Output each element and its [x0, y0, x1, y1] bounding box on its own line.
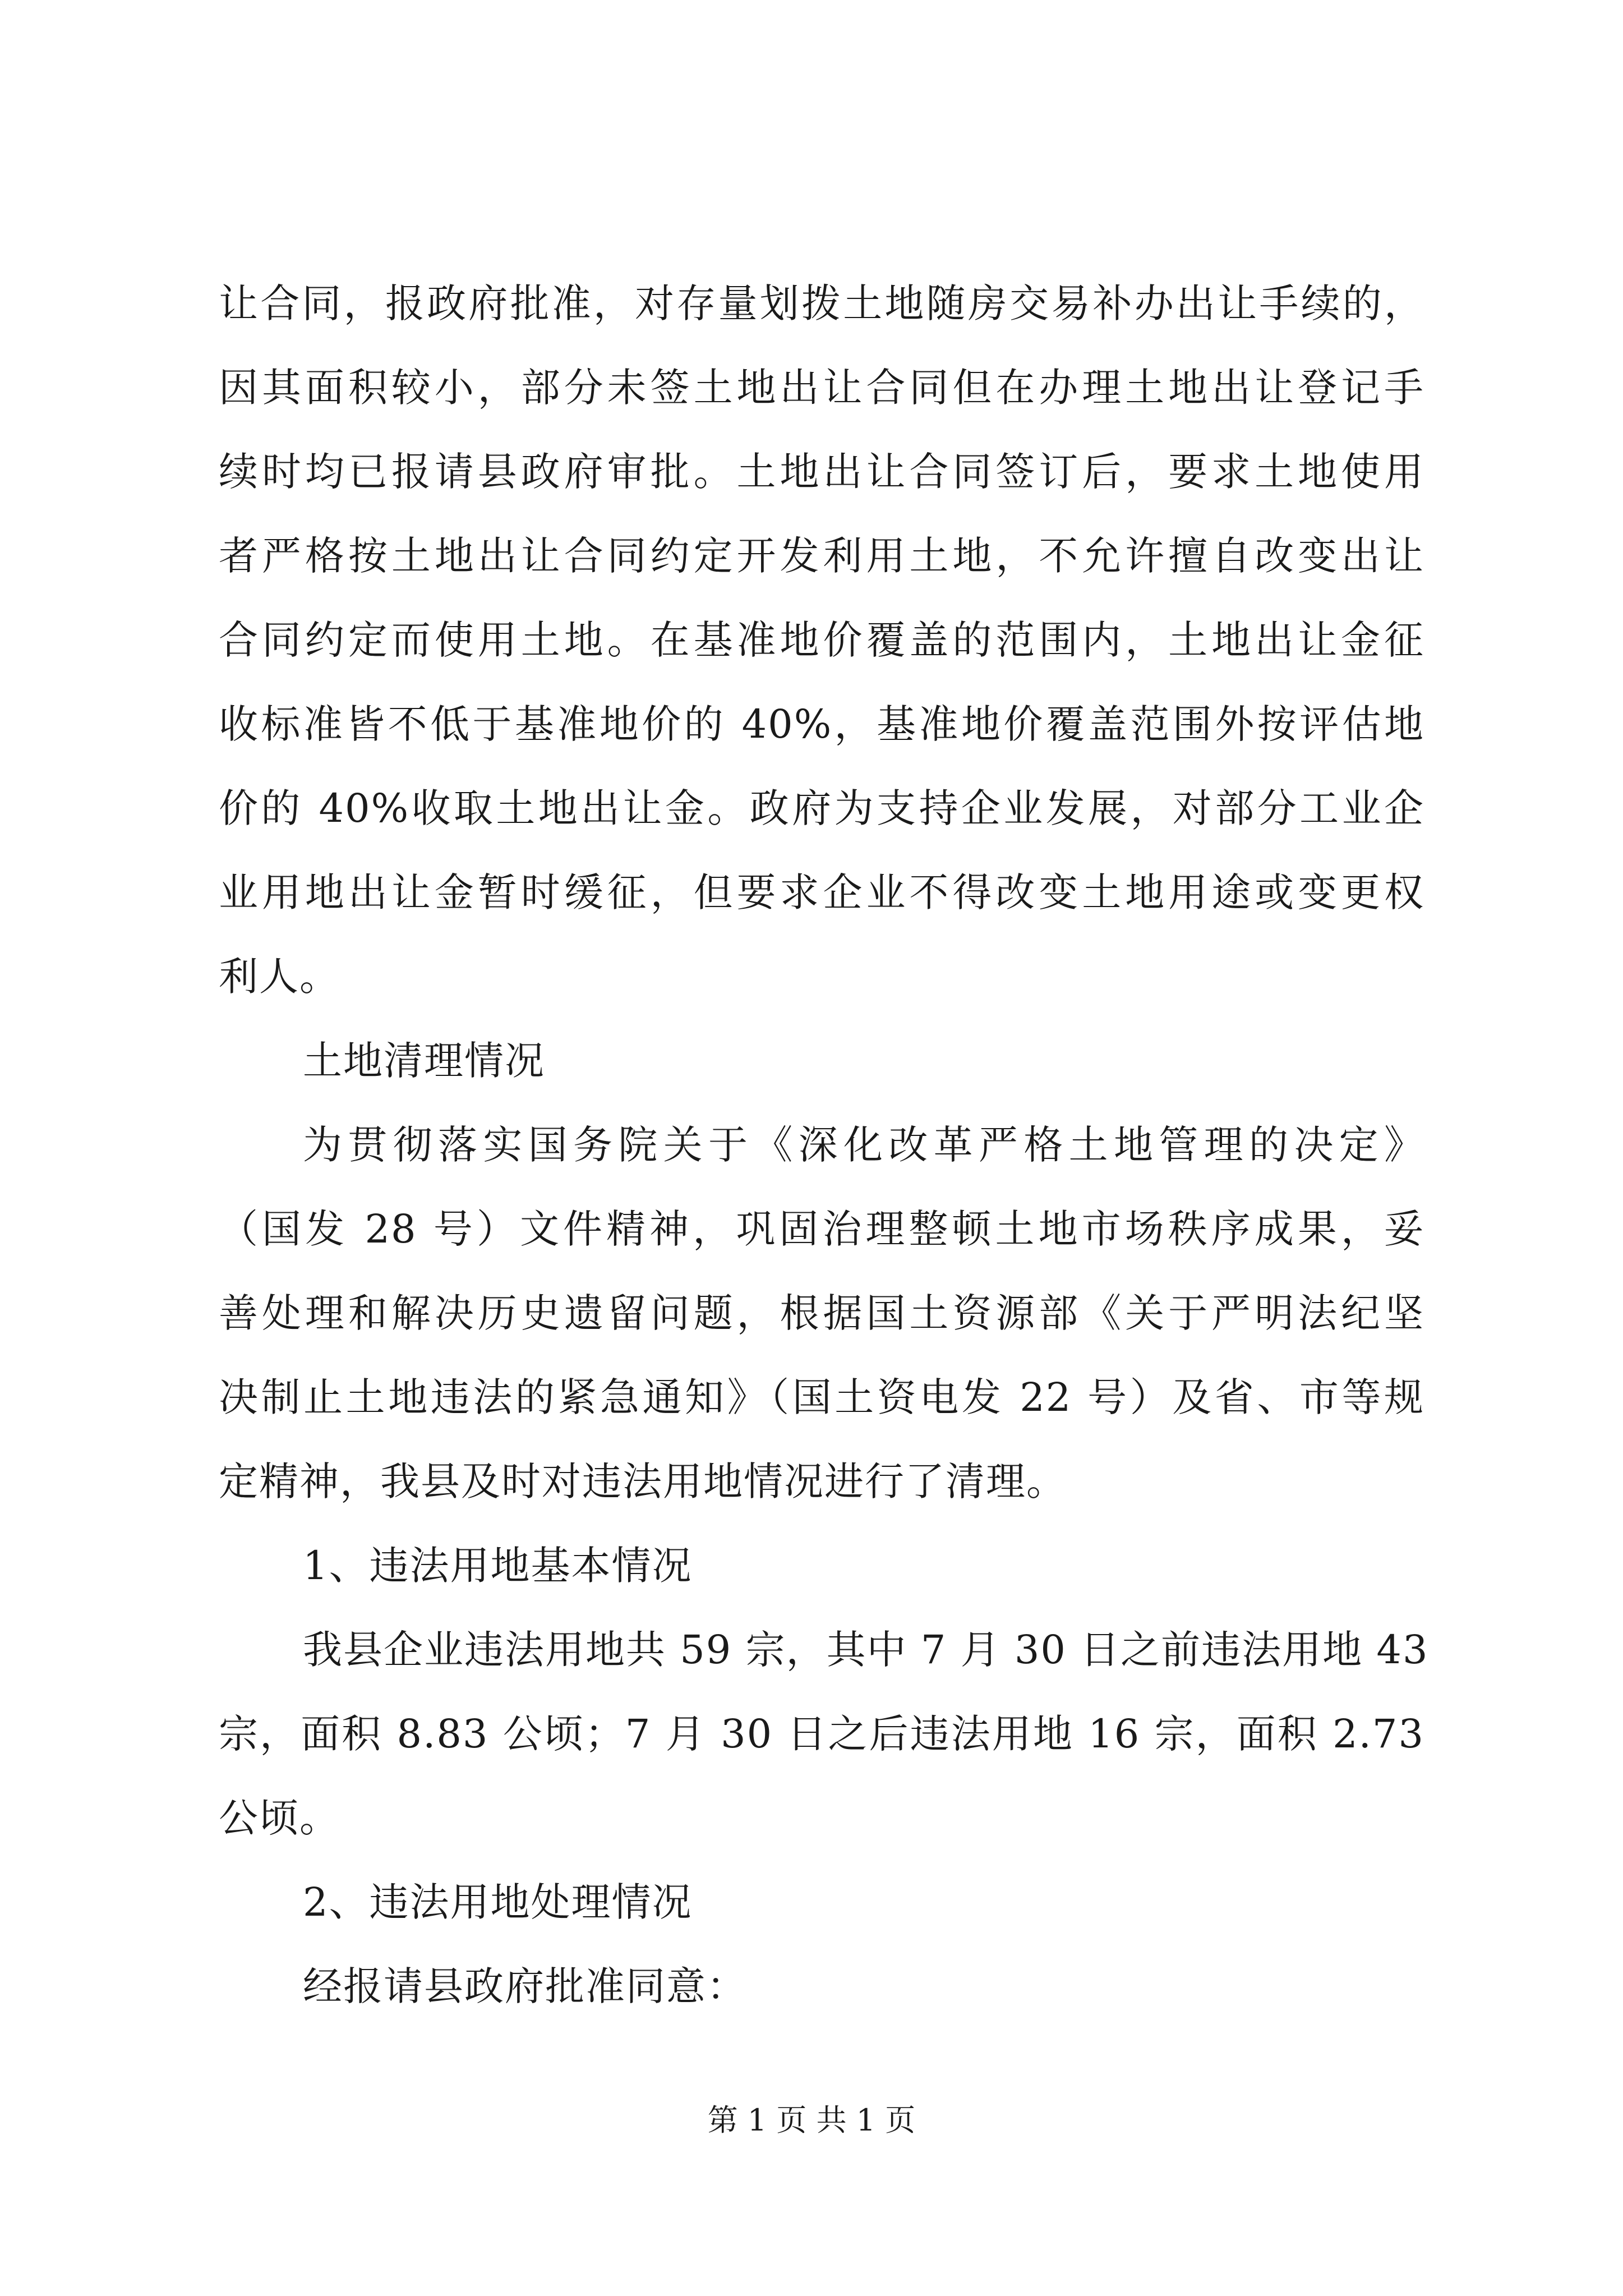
- paragraph-line: 让合同，报政府批准，对存量划拨土地随房交易补办出让手续的，: [219, 280, 1424, 326]
- subsection-heading: 2、违法用地处理情况: [303, 1879, 693, 1925]
- paragraph-line: 利人。: [219, 954, 340, 1000]
- paragraph-line: 价的 40%收取土地出让金。政府为支持企业发展，对部分工业企: [219, 785, 1424, 831]
- paragraph-line: 业用地出让金暂时缓征，但要求企业不得改变土地用途或变更权: [219, 869, 1424, 915]
- page-footer: 第 1 页 共 1 页: [707, 2102, 916, 2138]
- paragraph-line: 定精神，我县及时对违法用地情况进行了清理。: [219, 1458, 1067, 1504]
- paragraph-line: 收标准皆不低于基准地价的 40%，基准地价覆盖范围外按评估地: [219, 701, 1424, 747]
- paragraph-line: （国发 28 号）文件精神，巩固治理整顿土地市场秩序成果，妥: [219, 1206, 1424, 1252]
- paragraph-line: 宗，面积 8.83 公顷；7 月 30 日之后违法用地 16 宗，面积 2.73: [219, 1711, 1424, 1757]
- section-heading: 土地清理情况: [303, 1038, 545, 1084]
- paragraph-line: 合同约定而使用土地。在基准地价覆盖的范围内，土地出让金征: [219, 617, 1424, 663]
- paragraph-line: 者严格按土地出让合同约定开发利用土地，不允许擅自改变出让: [219, 533, 1424, 579]
- paragraph-line: 因其面积较小，部分未签土地出让合同但在办理土地出让登记手: [219, 365, 1424, 411]
- paragraph-line: 决制止土地违法的紧急通知》（国土资电发 22 号）及省、市等规: [219, 1374, 1424, 1420]
- subsection-heading: 1、违法用地基本情况: [303, 1543, 693, 1589]
- paragraph-line: 公顷。: [219, 1795, 340, 1841]
- paragraph-line: 为贯彻落实国务院关于《深化改革严格土地管理的决定》: [303, 1122, 1424, 1168]
- paragraph-line: 我县企业违法用地共 59 宗，其中 7 月 30 日之前违法用地 43: [303, 1627, 1429, 1673]
- paragraph-line: 续时均已报请县政府审批。土地出让合同签订后，要求土地使用: [219, 449, 1424, 495]
- paragraph-line: 经报请县政府批准同意：: [303, 1963, 747, 2009]
- paragraph-line: 善处理和解决历史遗留问题，根据国土资源部《关于严明法纪坚: [219, 1290, 1424, 1336]
